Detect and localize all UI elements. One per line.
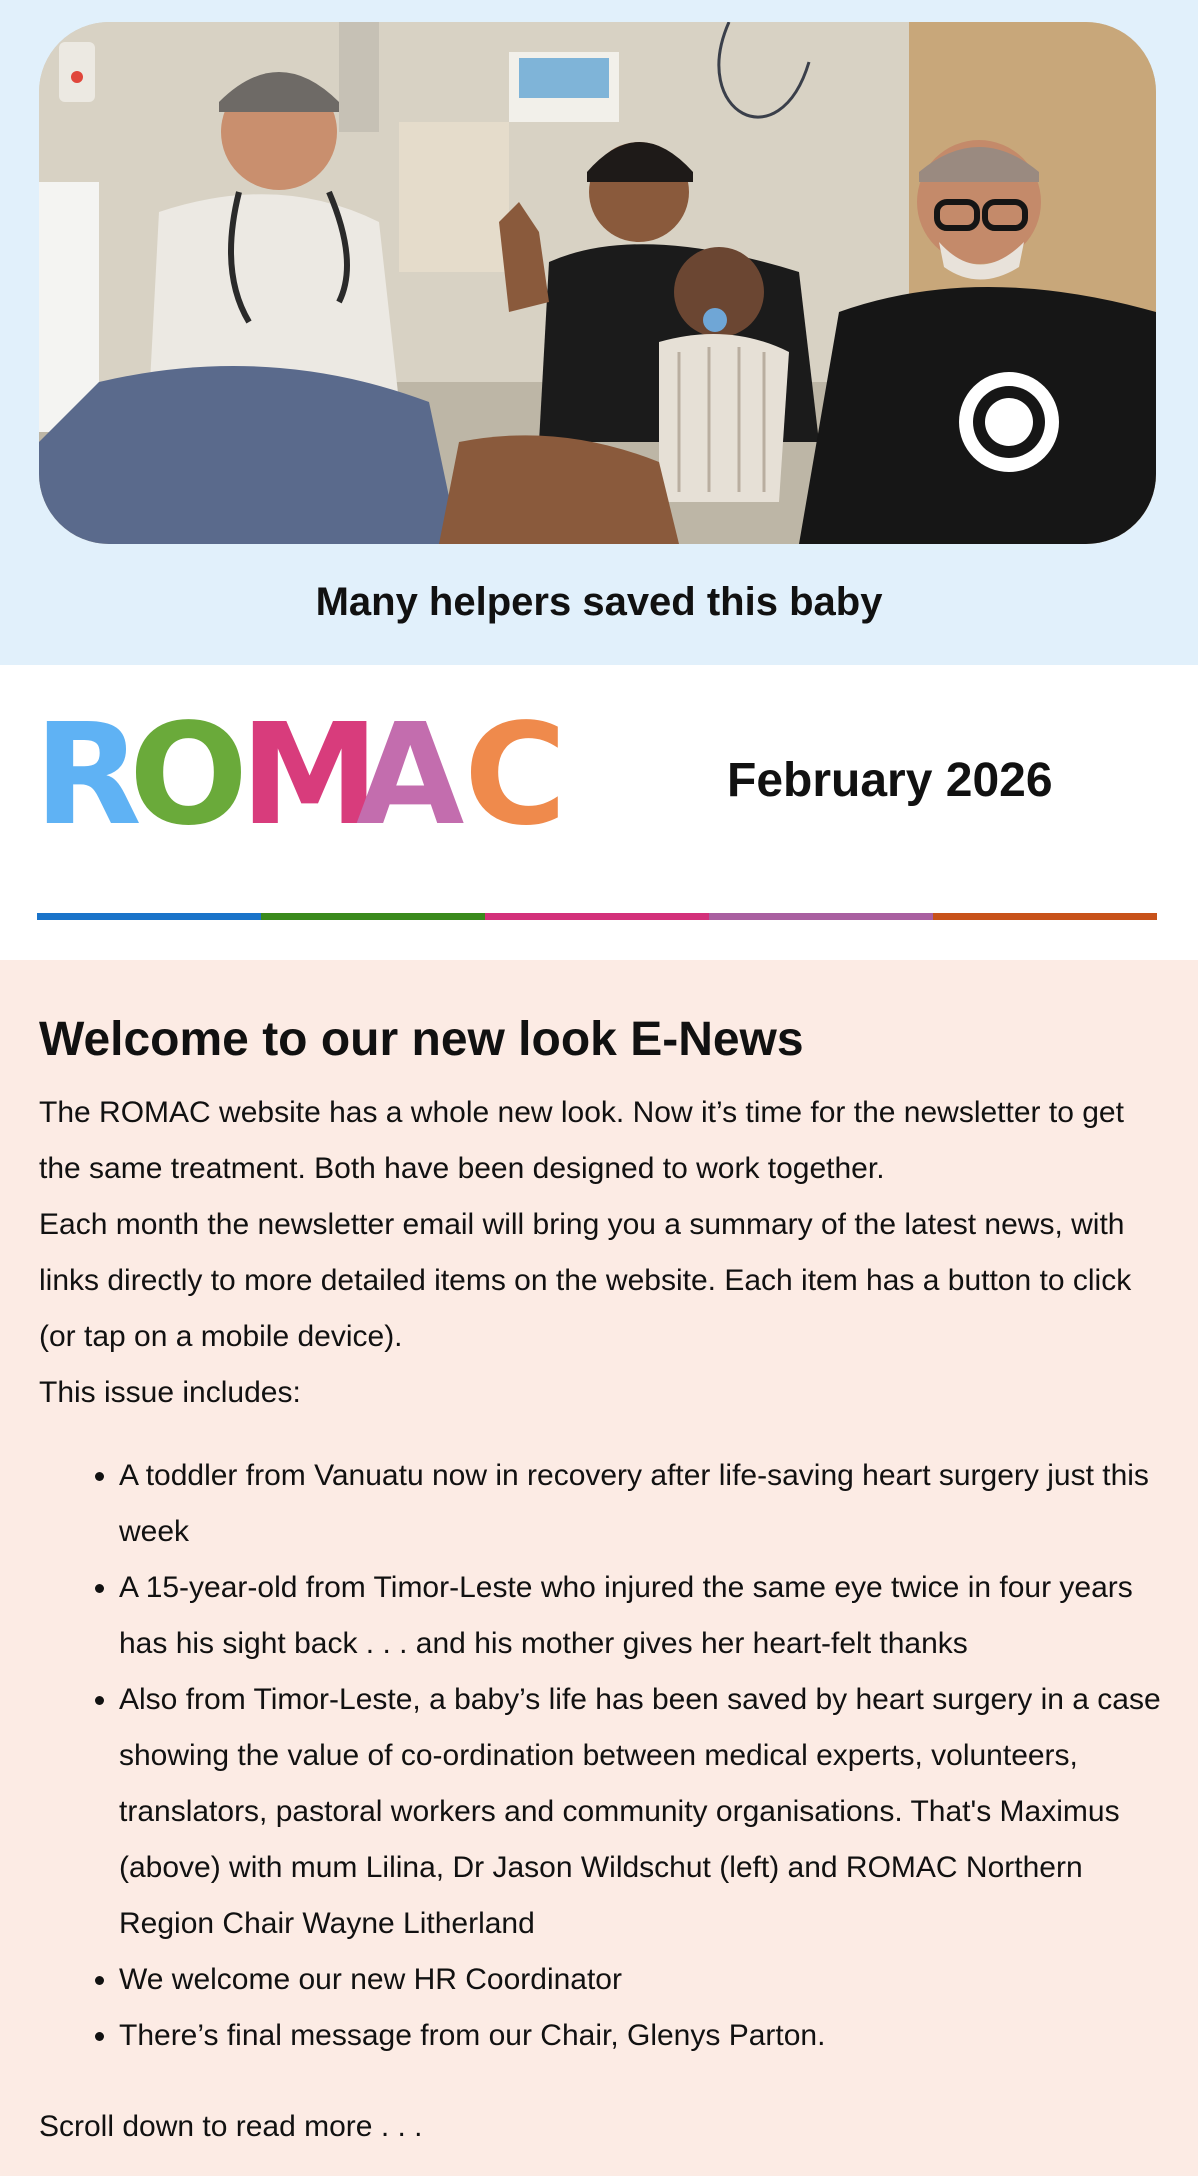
newsletter-masthead <box>0 665 1198 960</box>
intro-body <box>39 1085 1169 1421</box>
list-item: • A 15-year-old from Timor-Leste who injured the same eye twice in four years has his sight back . . . and his mother gives her heart-felt thanks <box>119 1560 1169 1672</box>
issue-date: February 2026 <box>727 754 1053 807</box>
list-item: • A toddler from Vanuatu now in recovery after life-saving heart surgery just this week <box>119 1448 1169 1560</box>
romac-logo <box>34 694 567 857</box>
divider-segment <box>485 913 709 920</box>
logo-letter: A <box>356 694 465 857</box>
logo-letter: O <box>129 694 249 857</box>
issue-contents-list <box>39 1448 1169 2064</box>
intro-section <box>0 960 1198 2176</box>
hero-photo <box>39 22 1156 544</box>
intro-paragraph: The ROMAC website has a whole new look. Now it’s time for the newsletter to get the same treatment. Both have been designed to work together. <box>39 1096 1124 1185</box>
color-divider <box>37 913 1157 920</box>
scroll-note: Scroll down to read more . . . <box>39 2110 423 2143</box>
hospital-group-photo <box>39 22 1156 544</box>
divider-segment <box>709 913 933 920</box>
logo-letter: R <box>34 694 142 857</box>
logo-letter: C <box>464 694 567 857</box>
intro-heading: Welcome to our new look E-News <box>39 1013 804 1066</box>
intro-paragraph: Each month the newsletter email will bring you a summary of the latest news, with links directly to more detailed items on the website. Each item has a button to click (or tap on a mobile device). <box>39 1208 1132 1353</box>
divider-segment <box>261 913 485 920</box>
divider-segment <box>37 913 261 920</box>
list-item: • Also from Timor-Leste, a baby’s life has been saved by heart surgery in a case showing the value of co-ordination between medical experts, volunteers, translators, pastoral workers and community organisations. That's Maximus (above) with mum Lilina, Dr Jason Wildschut (left) and ROMAC Northern Region Chair Wayne Litherland <box>119 1672 1169 1952</box>
intro-paragraph: This issue includes: <box>39 1376 301 1409</box>
list-item: • We welcome our new HR Coordinator <box>119 1952 1169 2008</box>
list-item: • There’s final message from our Chair, Glenys Parton. <box>119 2008 1169 2064</box>
hero-banner <box>0 0 1198 665</box>
logo-letter: M <box>240 694 380 857</box>
hero-caption: Many helpers saved this baby <box>315 580 883 624</box>
divider-segment <box>933 913 1157 920</box>
